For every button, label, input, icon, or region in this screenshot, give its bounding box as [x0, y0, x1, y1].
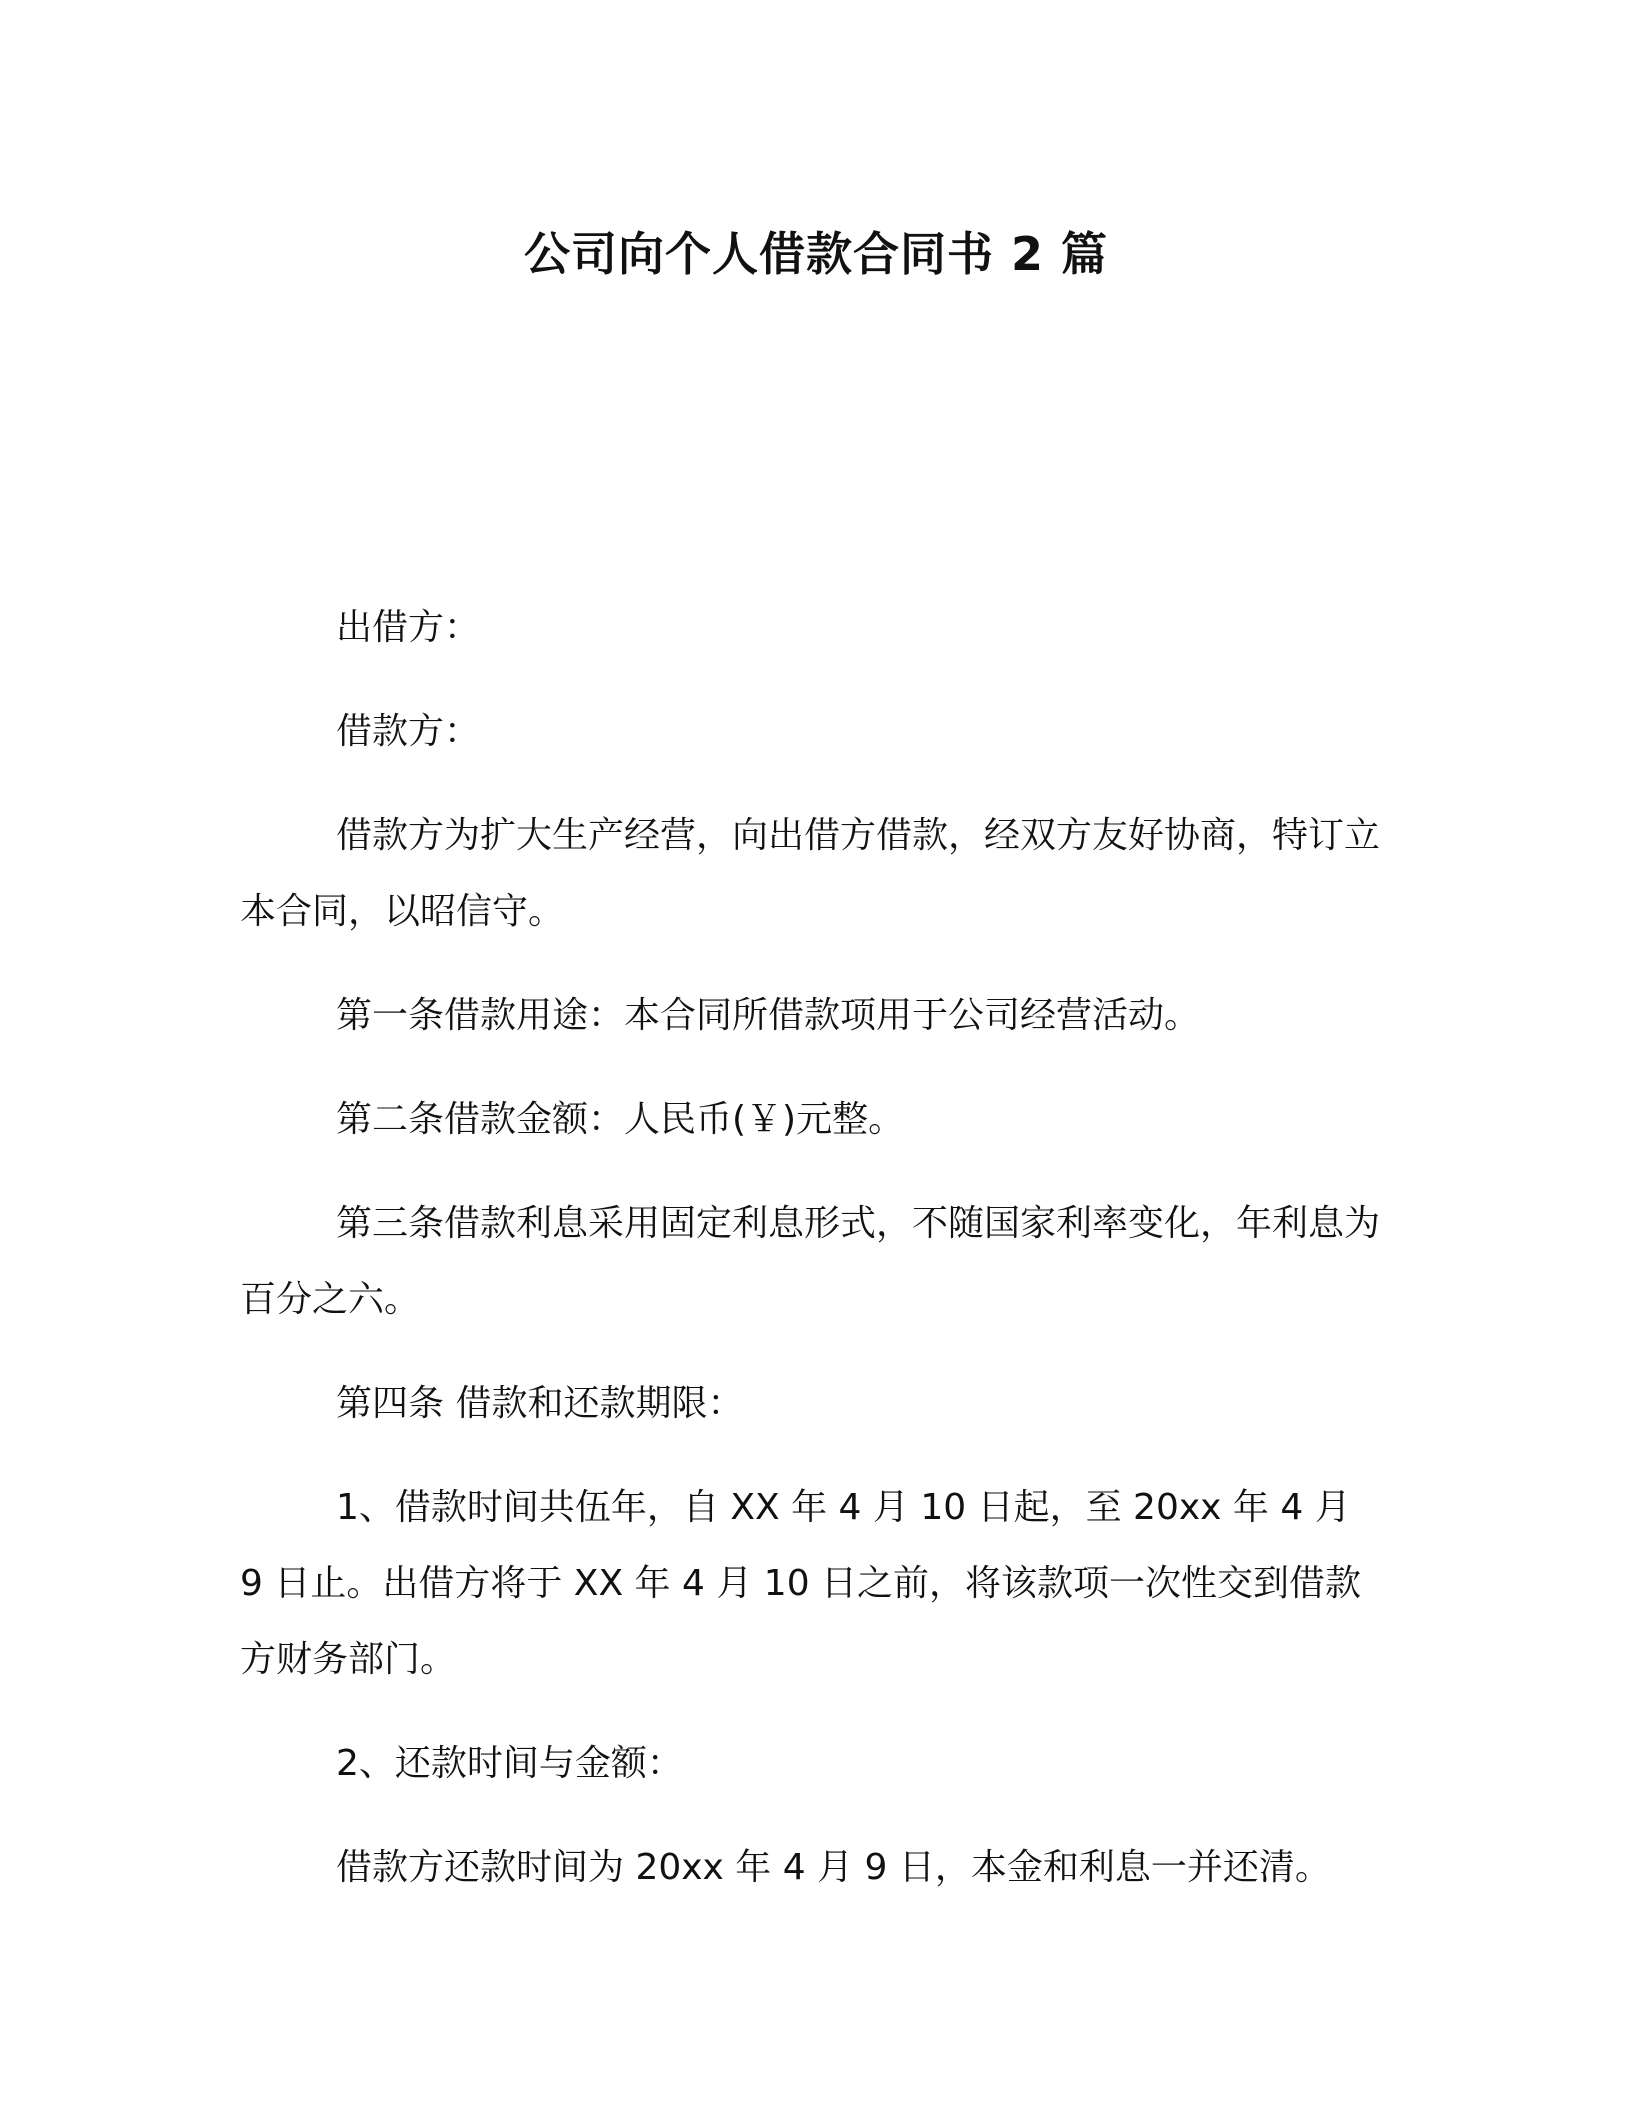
paragraph-borrower: 借款方：: [336, 711, 481, 752]
paragraph-repayment-date: 借款方还款时间为 20xx 年 4 月 9 日，本金和利息一并还清。: [336, 1847, 1331, 1888]
paragraph-repayment-heading: 2、还款时间与金额：: [336, 1743, 683, 1784]
document-body: [240, 590, 1380, 1934]
paragraph-article-1: 第一条借款用途：本合同所借款项用于公司经营活动。: [336, 995, 1201, 1036]
paragraph-article-2: 第二条借款金额：人民币(￥)元整。: [336, 1099, 905, 1140]
paragraph-lender: 出借方：: [336, 607, 481, 648]
paragraph-purpose-intro: 借款方为扩大生产经营，向出借方借款，经双方友好协商，特订立本合同，以昭信守。: [240, 815, 1381, 932]
paragraph-article-3: 第三条借款利息采用固定利息形式，不随国家利率变化，年利息为百分之六。: [240, 1203, 1381, 1320]
document-title: 公司向个人借款合同书 2 篇: [523, 227, 1109, 281]
paragraph-article-4-heading: 第四条 借款和还款期限：: [336, 1383, 744, 1424]
paragraph-loan-term: 1、借款时间共伍年，自 XX 年 4 月 10 日起，至 20xx 年 4 月 9 日止。出借方将于 XX 年 4 月 10 日之前，将该款项一次性交到借款方财务部门。: [240, 1487, 1362, 1680]
